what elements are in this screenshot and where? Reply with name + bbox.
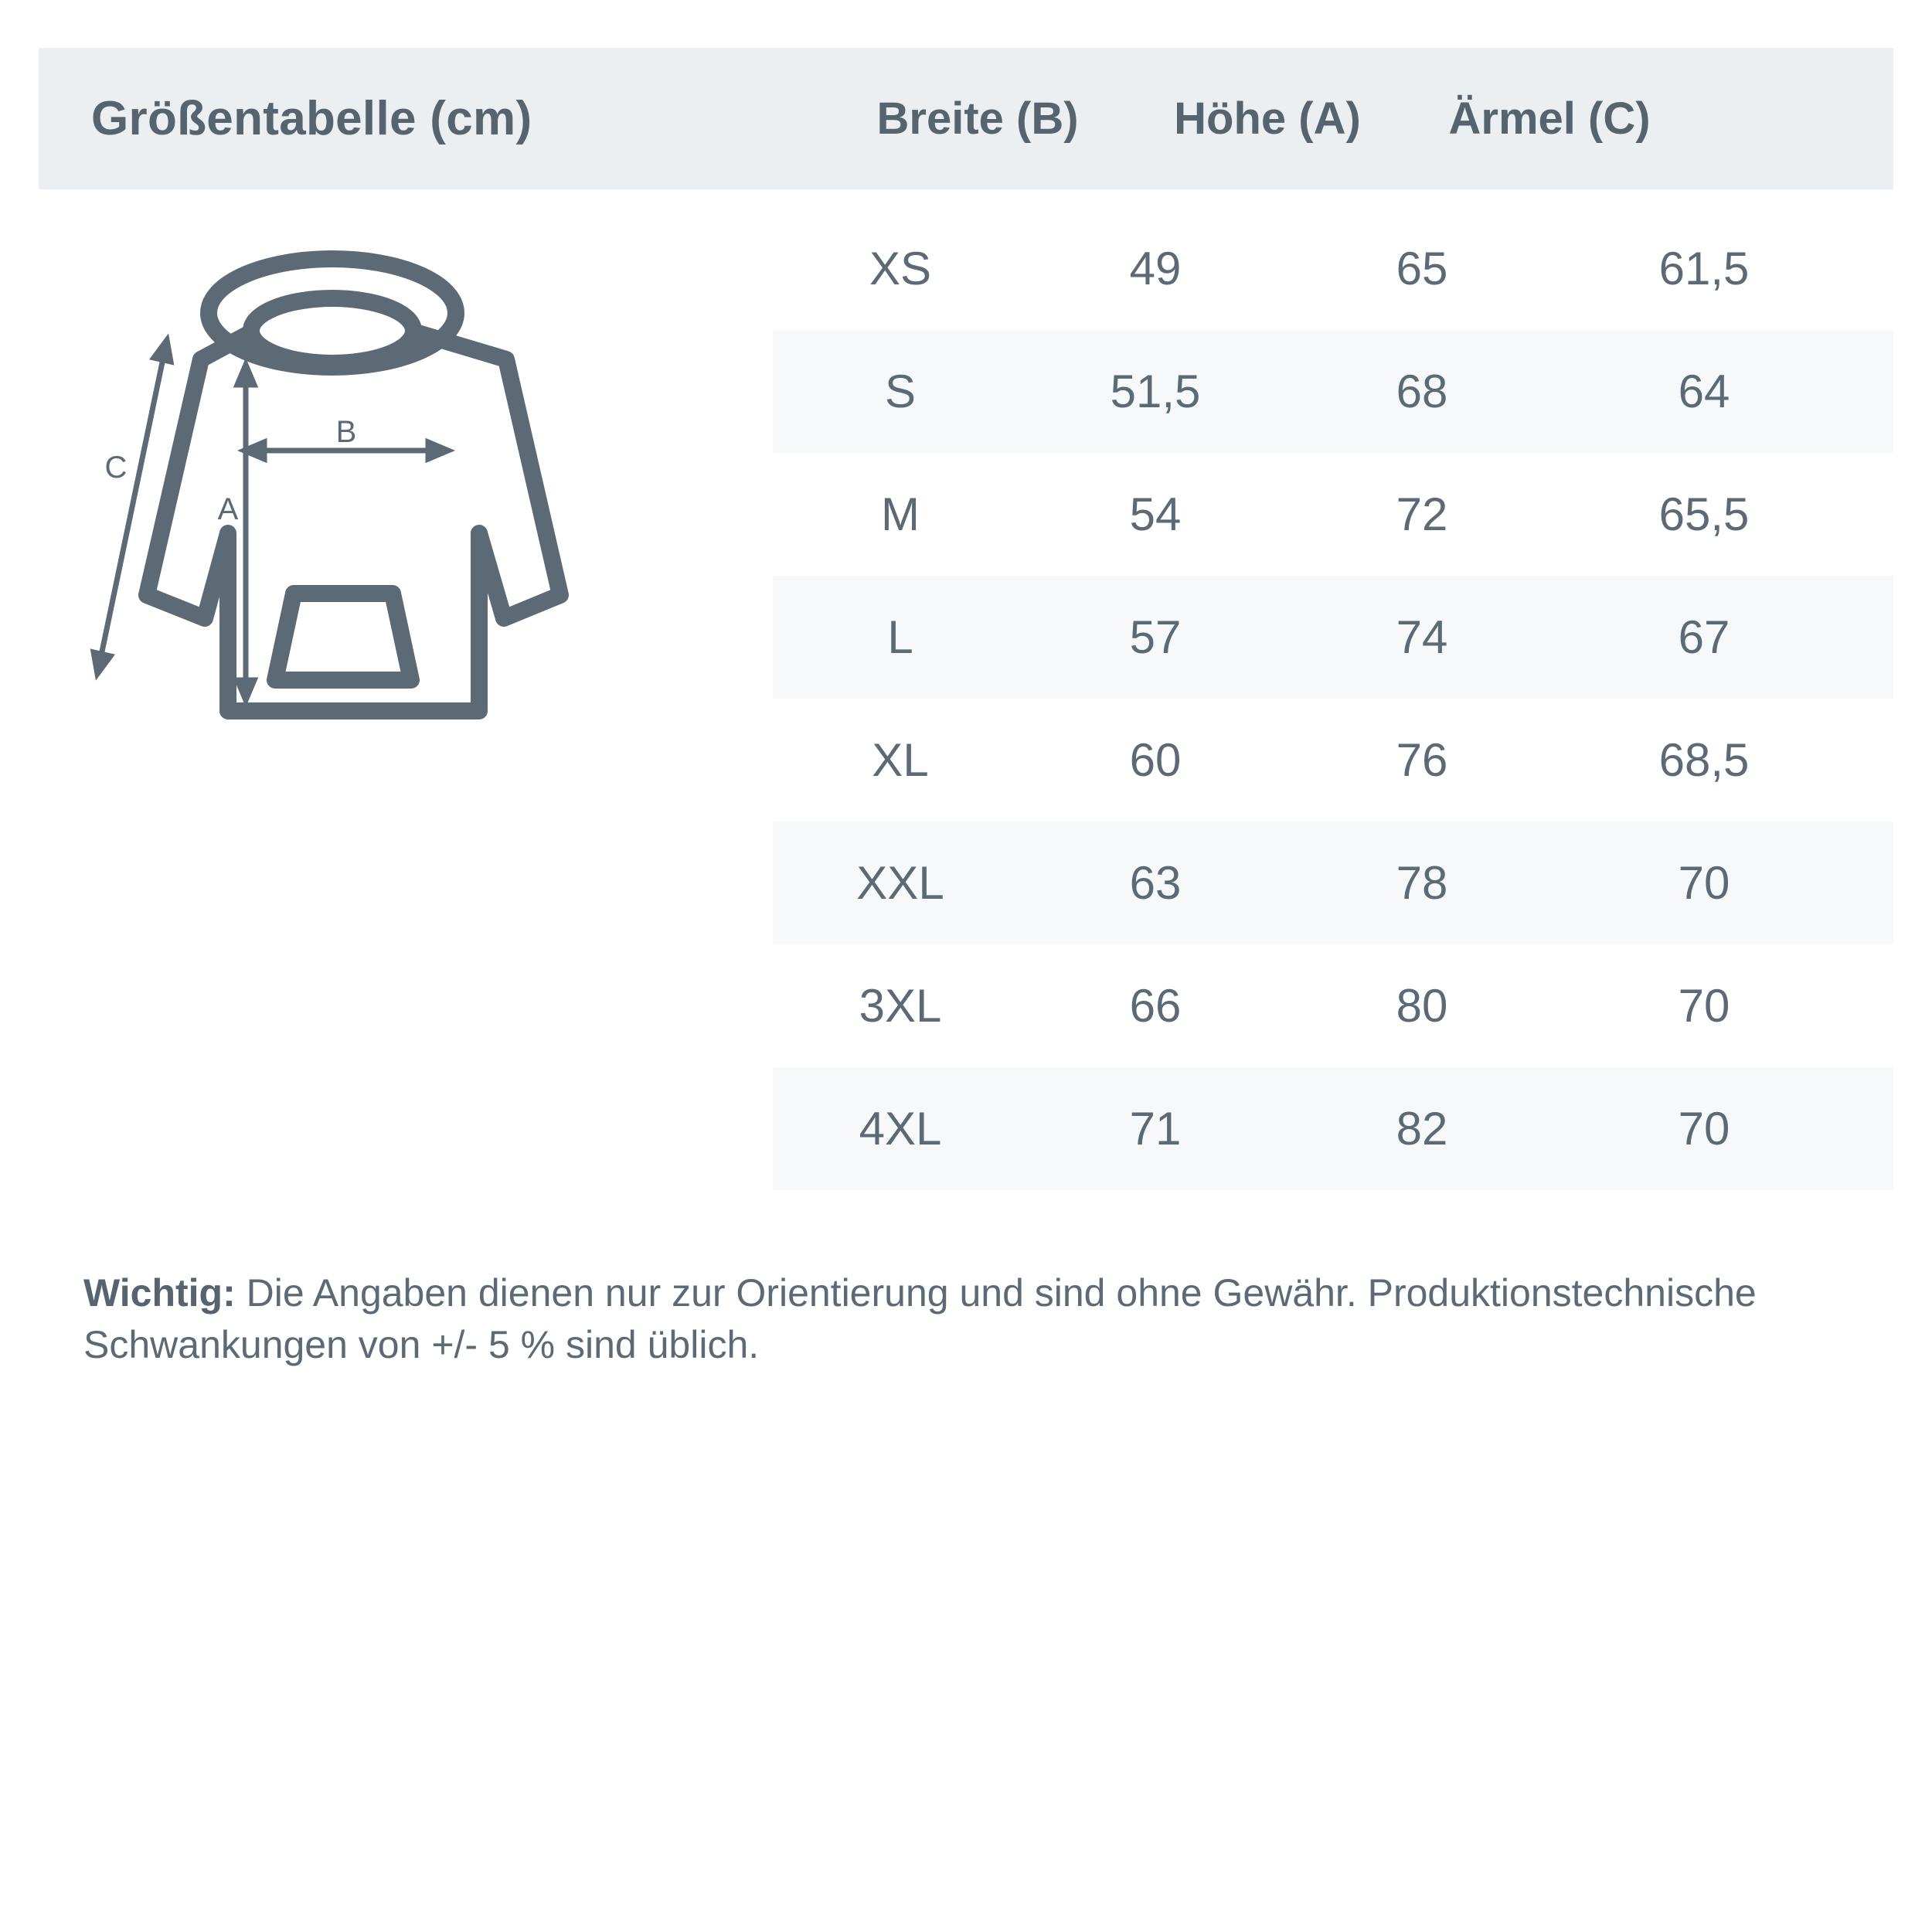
hoodie-diagram (62, 232, 757, 804)
table-row (773, 453, 1893, 576)
cell-width: 66 (1129, 980, 1182, 1032)
table-row (773, 699, 1893, 821)
cell-height: 78 (1396, 857, 1448, 909)
cell-height: 65 (1396, 243, 1448, 294)
disclaimer-label: Wichtig: (83, 1271, 236, 1315)
disclaimer-text: Die Angaben dienen nur zur Orientierung und sind ohne Gewähr. Produktionstechnische Schwankungen von +/- 5 % sind üblich. (83, 1271, 1757, 1366)
table-row (773, 330, 1893, 453)
cell-height: 80 (1396, 980, 1448, 1032)
column-headers (827, 48, 1932, 189)
table-row (773, 944, 1893, 1067)
cell-width: 49 (1129, 243, 1182, 294)
cell-width: 51,5 (1110, 366, 1201, 417)
cell-sleeve: 70 (1678, 857, 1730, 909)
cell-size: M (881, 488, 920, 540)
cell-width: 63 (1129, 857, 1182, 909)
cell-size: XL (872, 734, 929, 786)
hoodie-icon (62, 232, 757, 804)
cell-size: S (884, 366, 917, 417)
cell-sleeve: 70 (1678, 1103, 1730, 1155)
cell-width: 71 (1129, 1103, 1182, 1155)
cell-size: 3XL (859, 980, 942, 1032)
cell-width: 57 (1129, 611, 1182, 663)
label-width: B (335, 415, 357, 449)
cell-width: 54 (1129, 488, 1182, 540)
cell-size: L (887, 611, 913, 663)
cell-sleeve: 65,5 (1658, 488, 1750, 540)
cell-height: 74 (1396, 611, 1448, 663)
table-row (773, 576, 1893, 699)
cell-height: 76 (1396, 734, 1448, 786)
table-row (773, 821, 1893, 944)
cell-size: XXL (856, 857, 944, 909)
cell-sleeve: 67 (1678, 611, 1730, 663)
page-title: Größentabelle (cm) (91, 92, 532, 145)
table-row (773, 1067, 1893, 1190)
table-row (773, 207, 1893, 330)
size-table (773, 207, 1893, 1190)
table-header-band (39, 48, 1893, 189)
label-sleeve: C (104, 451, 128, 485)
column-header-sleeve: Ärmel (C) (1448, 94, 1651, 144)
cell-sleeve: 64 (1678, 366, 1730, 417)
cell-sleeve: 61,5 (1658, 243, 1750, 294)
label-height: A (217, 492, 239, 526)
column-header-height: Höhe (A) (1174, 94, 1361, 144)
cell-size: XS (869, 243, 932, 294)
disclaimer-note (83, 1267, 1861, 1370)
cell-height: 72 (1396, 488, 1448, 540)
cell-sleeve: 70 (1678, 980, 1730, 1032)
cell-height: 68 (1396, 366, 1448, 417)
cell-width: 60 (1129, 734, 1182, 786)
cell-size: 4XL (859, 1103, 942, 1155)
column-header-width: Breite (B) (876, 94, 1079, 144)
cell-sleeve: 68,5 (1658, 734, 1750, 786)
cell-height: 82 (1396, 1103, 1448, 1155)
